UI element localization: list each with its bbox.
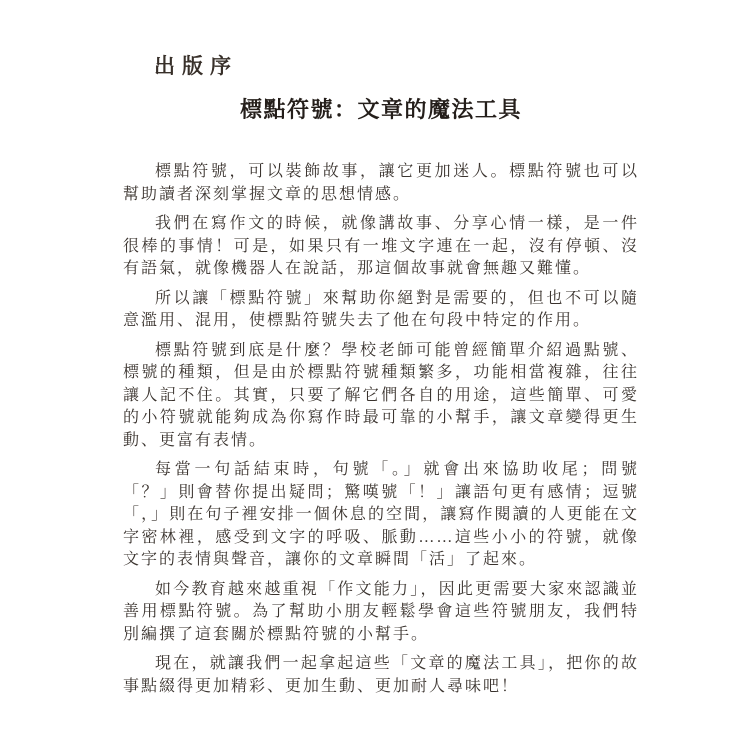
body-paragraph: 所以讓「標點符號」來幫助你絕對是需要的，但也不可以隨意濫用、混用，使標點符號失去了他在句段中特定的作用。 <box>123 289 639 329</box>
page-title: 標點符號：文章的魔法工具 <box>239 97 522 122</box>
body-paragraph: 我們在寫作文的時候，就像講故事、分享心情一樣，是一件很棒的事情！可是，如果只有一堆文字連在一起，沒有停頓、沒有語氣，就像機器人在說話，那這個故事就會無趣又難懂。 <box>123 215 639 277</box>
preface-body <box>123 161 639 698</box>
body-paragraph: 每當一句話結束時，句號「。」就會出來協助收尾；問號「？」則會替你提出疑問；驚嘆號「！」讓語句更有感情；逗號「，」則在句子裡安排一個休息的空間，讓寫作閱讀的人更能在文字密林裡，感受到文字的呼吸、脈動……這些小小的符號，就像文字的表情與聲音，讓你的文章瞬間「活」了起來。 <box>123 461 639 568</box>
body-paragraph: 現在，就讓我們一起拿起這些「文章的魔法工具」，把你的故事點綴得更加精彩、更加生動、更加耐人尋味吧！ <box>123 655 639 695</box>
body-paragraph: 標點符號，可以裝飾故事，讓它更加迷人。標點符號也可以幫助讀者深刻掌握文章的思想情感。 <box>123 163 639 203</box>
section-label: 出版序 <box>154 55 238 78</box>
body-paragraph: 如今教育越來越重視「作文能力」，因此更需要大家來認識並善用標點符號。為了幫助小朋友輕鬆學會這些符號朋友，我們特別編撰了這套關於標點符號的小幫手。 <box>123 580 639 643</box>
body-paragraph: 標點符號到底是什麼？學校老師可能曾經簡單介紹過點號、標號的種類，但是由於標點符號種類繁多，功能相當複雜，往往讓人記不住。其實，只要了解它們各自的用途，這些簡單、可愛的小符號就能夠成為你寫作時最可靠的小幫手，讓文章變得更生動、更富有表情。 <box>123 341 639 449</box>
